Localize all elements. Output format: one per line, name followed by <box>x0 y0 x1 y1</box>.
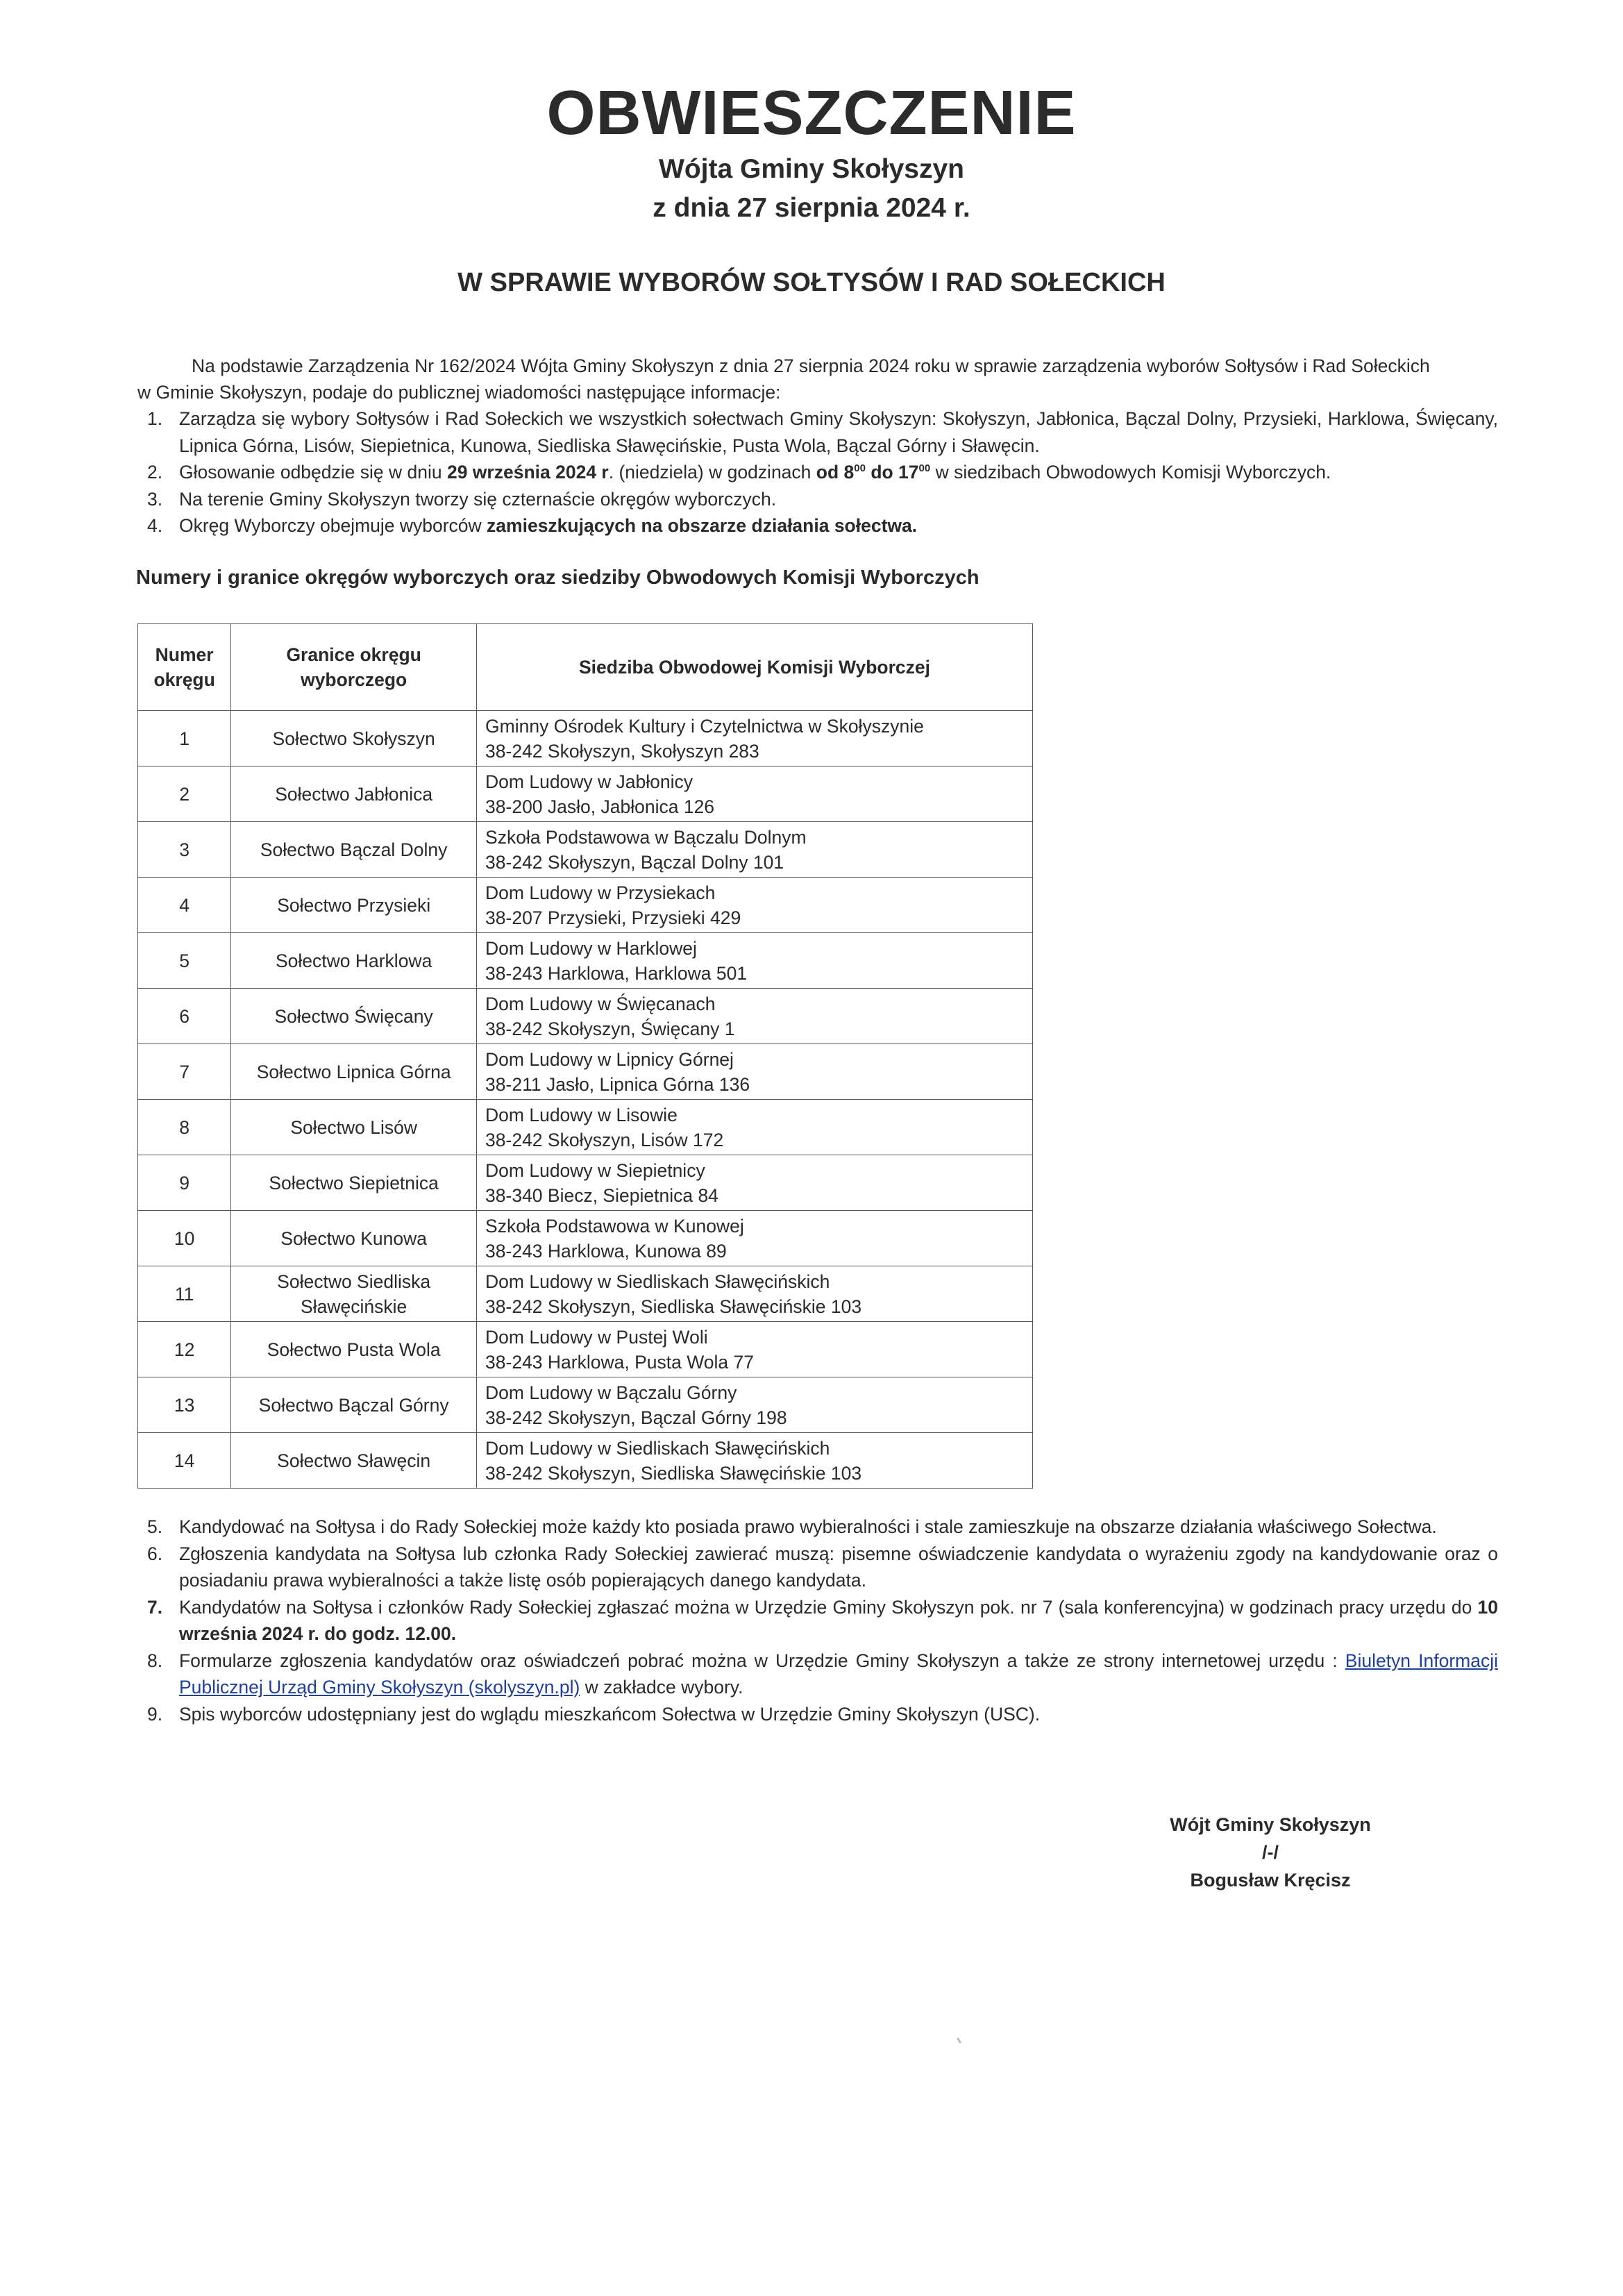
seat-name: Dom Ludowy w Lipnicy Górnej <box>485 1048 734 1070</box>
points-list-bottom <box>137 1514 1498 1727</box>
header-text: Numer <box>155 644 214 665</box>
seat-address: 38-242 Skołyszyn, Bączal Górny 198 <box>485 1407 787 1428</box>
table-row <box>138 933 1033 989</box>
table-row <box>138 1100 1033 1155</box>
seat-name: Dom Ludowy w Lisowie <box>485 1104 678 1125</box>
seat-address: 38-243 Harklowa, Pusta Wola 77 <box>485 1351 754 1373</box>
district-bounds-line: Sołectwo Pusta Wola <box>267 1339 441 1360</box>
district-bounds-line: Sołectwo Bączal Dolny <box>260 839 448 860</box>
point-5 <box>137 1514 1498 1541</box>
seat-address: 38-242 Skołyszyn, Święcany 1 <box>485 1018 735 1039</box>
intro-line-2: w Gminie Skołyszyn, podaje do publicznej wiadomości następujące informacje: <box>137 382 781 403</box>
header-commission-seat: Siedziba Obwodowej Komisji Wyborczej <box>477 624 1033 711</box>
district-bounds-line: Sołectwo Jabłonica <box>275 783 433 805</box>
date-line: z dnia 27 sierpnia 2024 r. <box>653 193 970 223</box>
district-bounds-line: Sołectwo Lisów <box>290 1116 417 1138</box>
district-bounds <box>231 822 477 878</box>
commission-seat <box>477 1211 1033 1266</box>
point-text: w zakładce wybory. <box>580 1677 743 1698</box>
district-bounds <box>231 1155 477 1211</box>
point-bold-text: zamieszkujących na obszarze działania sołectwa. <box>487 515 918 536</box>
point-text: w siedzibach Obwodowych Komisji Wyborczych. <box>930 462 1331 483</box>
seat-address: 38-243 Harklowa, Kunowa 89 <box>485 1240 727 1262</box>
point-text: Zgłoszenia kandydata na Sołtysa lub członka Rady Sołeckiej zawierać muszą: pisemne oświadczenie kandydata o wyrażeniu zgody na kandydowanie oraz o posiadaniu prawa wybieralności a także listę osób popierających danego kandydata. <box>179 1543 1498 1591</box>
district-number: 1 <box>138 711 231 766</box>
table-row <box>138 1155 1033 1211</box>
point-number: 8. <box>147 1650 163 1671</box>
district-number: 10 <box>138 1211 231 1266</box>
seat-address: 38-242 Skołyszyn, Siedliska Sławęcińskie 103 <box>485 1296 862 1317</box>
bip-link[interactable]: Biuletyn Informacji Publicznej Urząd Gminy Skołyszyn (skolyszyn.pl) <box>179 1650 1498 1698</box>
point-9 <box>137 1701 1498 1728</box>
seat-name: Dom Ludowy w Siepietnicy <box>485 1159 705 1181</box>
seat-name: Dom Ludowy w Siedliskach Sławęcińskich <box>485 1437 830 1459</box>
signature-block <box>1097 1811 1444 1894</box>
scan-speck <box>957 2038 961 2043</box>
seat-address: 38-207 Przysieki, Przysieki 429 <box>485 907 741 928</box>
district-number: 12 <box>138 1322 231 1377</box>
hour-from: od 8 <box>816 462 855 483</box>
district-number: 8 <box>138 1100 231 1155</box>
commission-seat <box>477 878 1033 933</box>
table-row <box>138 1322 1033 1377</box>
header-text: okręgu <box>153 669 215 690</box>
issuer-line: Wójta Gminy Skołyszyn <box>659 154 964 184</box>
point-text: Zarządza się wybory Sołtysów i Rad Sołeckich we wszystkich sołectwach Gminy Skołyszyn: Skołyszyn, Jabłonica, Bączal Dolny, Przysieki, Harklowa, Święcany, Lipnica Górna, Lisów, Siepietnica, Kunowa, Siedliska Sławęcińskie, Pusta Wola, Bączal Górny i Sławęcin. <box>179 408 1498 456</box>
point-text: . (niedziela) w godzinach <box>608 462 816 483</box>
district-bounds <box>231 933 477 989</box>
subject-line: W SPRAWIE WYBORÓW SOŁTYSÓW I RAD SOŁECKICH <box>457 268 1166 297</box>
point-number: 2. <box>147 462 163 483</box>
district-number: 4 <box>138 878 231 933</box>
commission-seat <box>477 711 1033 766</box>
table-row <box>138 1044 1033 1100</box>
commission-seat <box>477 1377 1033 1433</box>
district-bounds-line: Sławęcińskie <box>301 1296 407 1317</box>
seat-name: Dom Ludowy w Jabłonicy <box>485 771 693 792</box>
table-row <box>138 1433 1033 1489</box>
seat-address: 38-242 Skołyszyn, Siedliska Sławęcińskie 103 <box>485 1462 862 1484</box>
deadline: 10 września 2024 r. do godz. 12.00. <box>179 1596 1498 1644</box>
minutes-to: 00 <box>918 462 931 475</box>
seat-name: Dom Ludowy w Pustej Woli <box>485 1326 708 1348</box>
district-number: 11 <box>138 1266 231 1322</box>
point-text: Okręg Wyborczy obejmuje wyborców <box>179 515 487 536</box>
district-bounds <box>231 1211 477 1266</box>
document-title: OBWIESZCZENIE <box>546 78 1077 148</box>
district-bounds <box>231 1377 477 1433</box>
table-row <box>138 711 1033 766</box>
district-bounds-line: Sołectwo Siepietnica <box>269 1172 439 1193</box>
point-number: 4. <box>147 515 163 536</box>
district-number: 2 <box>138 766 231 822</box>
intro-paragraph <box>137 353 1498 405</box>
point-number: 5. <box>147 1516 163 1537</box>
district-number: 5 <box>138 933 231 989</box>
commission-seat <box>477 1322 1033 1377</box>
point-2 <box>137 459 1498 486</box>
table-row <box>138 1266 1033 1322</box>
seat-name: Szkoła Podstawowa w Bączalu Dolnym <box>485 826 807 848</box>
district-number: 13 <box>138 1377 231 1433</box>
intro-line-1: Na podstawie Zarządzenia Nr 162/2024 Wójta Gminy Skołyszyn z dnia 27 sierpnia 2024 roku w sprawie zarządzenia wyborów Sołtysów i Rad Sołeckich <box>192 355 1430 376</box>
point-number: 3. <box>147 488 163 510</box>
table-row <box>138 1377 1033 1433</box>
header-district-bounds <box>231 624 477 711</box>
seat-address: 38-211 Jasło, Lipnica Górna 136 <box>485 1073 750 1095</box>
commission-seat <box>477 989 1033 1044</box>
seat-address: 38-340 Biecz, Siepietnica 84 <box>485 1184 718 1206</box>
point-text: Głosowanie odbędzie się w dniu <box>179 462 447 483</box>
seat-name: Dom Ludowy w Siedliskach Sławęcińskich <box>485 1271 830 1292</box>
districts-table <box>137 623 1033 1489</box>
district-number: 14 <box>138 1433 231 1489</box>
district-bounds <box>231 1266 477 1322</box>
district-bounds-line: Sołectwo Święcany <box>274 1005 433 1027</box>
signature-title: Wójt Gminy Skołyszyn <box>1170 1814 1371 1835</box>
commission-seat <box>477 1266 1033 1322</box>
district-bounds <box>231 1433 477 1489</box>
seat-address: 38-242 Skołyszyn, Bączal Dolny 101 <box>485 851 784 873</box>
table-header-row <box>138 624 1033 711</box>
district-bounds <box>231 1044 477 1100</box>
point-1 <box>137 405 1498 459</box>
commission-seat <box>477 822 1033 878</box>
district-number: 3 <box>138 822 231 878</box>
seat-name: Dom Ludowy w Harklowej <box>485 937 697 959</box>
commission-seat <box>477 1100 1033 1155</box>
table-row <box>138 1211 1033 1266</box>
seat-name: Gminny Ośrodek Kultury i Czytelnictwa w Skołyszynie <box>485 715 924 737</box>
signature-mark: /-/ <box>1262 1842 1279 1863</box>
point-number: 7. <box>147 1596 163 1618</box>
point-text: Spis wyborców udostępniany jest do wglądu mieszkańcom Sołectwa w Urzędzie Gminy Skołyszyn (USC). <box>179 1703 1041 1725</box>
district-bounds-line: Sołectwo Siedliska <box>277 1271 431 1292</box>
district-bounds <box>231 989 477 1044</box>
table-row <box>138 822 1033 878</box>
district-bounds-line: Sołectwo Lipnica Górna <box>256 1061 451 1082</box>
minutes-from: 00 <box>854 462 866 475</box>
district-bounds-line: Sołectwo Skołyszyn <box>272 728 435 749</box>
district-bounds-line: Sołectwo Sławęcin <box>277 1450 431 1471</box>
seat-name: Dom Ludowy w Bączalu Górny <box>485 1382 737 1403</box>
seat-address: 38-242 Skołyszyn, Lisów 172 <box>485 1129 724 1150</box>
point-text: Kandydatów na Sołtysa i członków Rady Sołeckiej zgłaszać można w Urzędzie Gminy Skołyszyn pok. nr 7 (sala konferencyjna) w godzinach pracy urzędu do <box>179 1596 1478 1618</box>
commission-seat <box>477 1044 1033 1100</box>
table-row <box>138 989 1033 1044</box>
point-number: 6. <box>147 1543 163 1564</box>
district-bounds <box>231 1100 477 1155</box>
district-bounds-line: Sołectwo Harklowa <box>275 950 432 971</box>
district-bounds-line: Sołectwo Kunowa <box>280 1227 427 1249</box>
district-bounds <box>231 1322 477 1377</box>
seat-name: Szkoła Podstawowa w Kunowej <box>485 1215 744 1237</box>
points-list-top <box>137 405 1498 539</box>
header-text: wyborczego <box>301 669 407 690</box>
election-date: 29 września 2024 r <box>446 462 609 483</box>
district-bounds-line: Sołectwo Bączal Górny <box>258 1394 449 1416</box>
seat-name: Dom Ludowy w Święcanach <box>485 993 716 1014</box>
district-number: 9 <box>138 1155 231 1211</box>
point-number: 9. <box>147 1703 163 1725</box>
district-bounds <box>231 766 477 822</box>
district-number: 7 <box>138 1044 231 1100</box>
table-section-title: Numery i granice okręgów wyborczych oraz siedziby Obwodowych Komisji Wyborczych <box>136 567 979 589</box>
header-text: Granice okręgu <box>286 644 421 665</box>
table-row <box>138 766 1033 822</box>
seat-address: 38-242 Skołyszyn, Skołyszyn 283 <box>485 740 759 762</box>
district-number: 6 <box>138 989 231 1044</box>
commission-seat <box>477 1155 1033 1211</box>
seat-name: Dom Ludowy w Przysiekach <box>485 882 716 903</box>
point-4 <box>137 512 1498 539</box>
seat-address: 38-200 Jasło, Jabłonica 126 <box>485 796 715 817</box>
point-text: Na terenie Gminy Skołyszyn tworzy się czternaście okręgów wyborczych. <box>179 488 777 510</box>
point-8 <box>137 1648 1498 1701</box>
point-text: Kandydować na Sołtysa i do Rady Sołeckiej może każdy kto posiada prawo wybieralności i stale zamieszkuje na obszarze działania właściwego Sołectwa. <box>179 1516 1437 1537</box>
signature-name: Bogusław Kręcisz <box>1190 1870 1351 1891</box>
district-bounds <box>231 711 477 766</box>
table-body <box>138 711 1033 1489</box>
hour-to: do 17 <box>865 462 919 483</box>
commission-seat <box>477 933 1033 989</box>
point-7 <box>137 1594 1498 1648</box>
point-number: 1. <box>147 408 163 429</box>
header-district-number <box>138 624 231 711</box>
point-3 <box>137 486 1498 513</box>
point-6 <box>137 1541 1498 1594</box>
district-bounds <box>231 878 477 933</box>
district-bounds-line: Sołectwo Przysieki <box>277 894 431 916</box>
point-text: Formularze zgłoszenia kandydatów oraz oświadczeń pobrać można w Urzędzie Gminy Skołyszyn a także ze strony internetowej urzędu : <box>179 1650 1345 1671</box>
commission-seat <box>477 766 1033 822</box>
hours-from <box>816 462 930 483</box>
table-row <box>138 878 1033 933</box>
seat-address: 38-243 Harklowa, Harklowa 501 <box>485 962 748 984</box>
commission-seat <box>477 1433 1033 1489</box>
